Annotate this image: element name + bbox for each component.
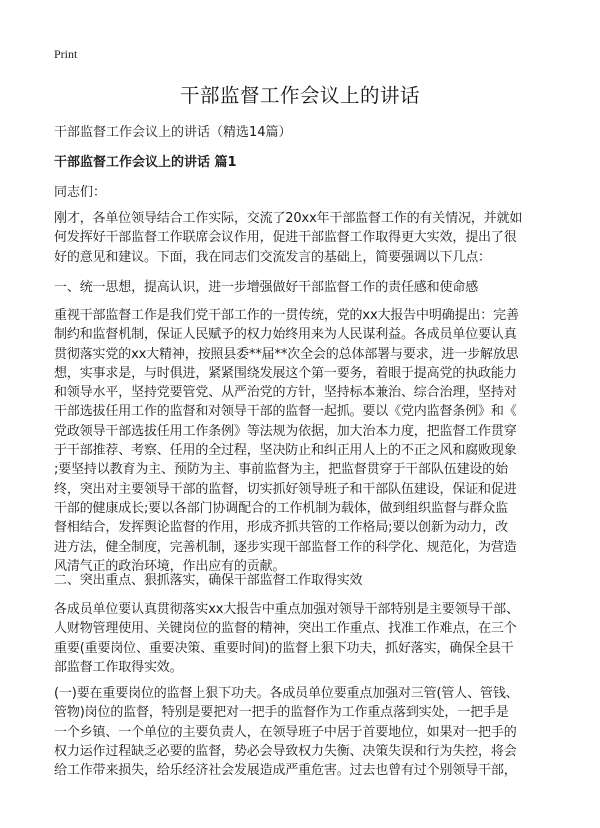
text-line: 各成员单位要认真贯彻落实xx大报告中重点加强对领导干部特别是主要领导干部、 bbox=[54, 602, 519, 617]
text-line: 刚才，各单位领导结合工作实际，交流了20xx年干部监督工作的有关情况，并就如 bbox=[54, 211, 523, 226]
text-line: 督相结合，发挥舆论监督的作用，形成齐抓共管的工作格局;要以创新为动力，改 bbox=[54, 520, 508, 536]
text-line: 贯彻落实党的xx大精神，按照县委**届**次全会的总体部署与要求，进一步解放思 bbox=[54, 346, 519, 362]
text-line: 于干部推荐、考察、任用的全过程，坚决防止和纠正用人上的不正之风和腐败现象 bbox=[54, 443, 517, 459]
print-label: Print bbox=[54, 47, 78, 61]
greeting: 同志们： bbox=[54, 185, 107, 200]
text-line: 好的意见和建议。下面，我在同志们交流发言的基础上，简要强调以下几点： bbox=[54, 249, 491, 265]
document-title: 干部监督工作会议上的讲话 bbox=[179, 84, 420, 107]
text-line: 一、统一思想，提高认识，进一步增强做好干部监督工作的责任感和使命感 bbox=[54, 280, 479, 295]
text-line: 给工作带来损失，给乐经济社会发展造成严重危害。过去也曾有过个别领导干部， bbox=[54, 763, 517, 779]
paragraph-section-two bbox=[54, 600, 574, 677]
text-line: 重视干部监督工作是我们党干部工作的一贯传统，党的xx大报告中明确提出：完善 bbox=[54, 308, 519, 323]
text-line: 管物)岗位的监督，特别是要把对一把手的监督作为工作重点落到实处，一把手是 bbox=[54, 705, 509, 721]
heading-section-two bbox=[54, 571, 574, 590]
text-line: 干部的健康成长;要以各部门协调配合的工作机制为载体，做到组织监督与群众监 bbox=[54, 500, 508, 516]
paragraph-subsection-one bbox=[54, 684, 574, 780]
text-line: 进方法，健全制度，完善机制，逐步实现干部监督工作的科学化、规范化，为营造 bbox=[54, 539, 517, 555]
document-subtitle: 干部监督工作会议上的讲话（精选14篇） bbox=[54, 125, 292, 140]
text-line: 重要(重要岗位、重要决策、重要时间)的监督上狠下功夫，抓好落实，确保全县干 bbox=[54, 640, 514, 656]
heading-section-one bbox=[54, 278, 574, 297]
text-line: 人财物管理使用、关键岗位的监督的精神，突出工作重点、找准工作难点，在三个 bbox=[54, 621, 517, 637]
text-line: 干部选拔任用工作的监督和对领导干部的监督一起抓。要以《党内监督条例》和《 bbox=[54, 404, 517, 420]
text-line: 风清气正的政治环境，作出应有的贡献。 bbox=[54, 558, 286, 574]
text-line: 二、突出重点、狠抓落实，确保干部监督工作取得实效 bbox=[54, 573, 363, 588]
text-line: 想，实事求是，与时俱进，紧紧围绕发展这个第一要务，着眼于提高党的执政能力 bbox=[54, 365, 517, 381]
text-line: 权力运作过程缺乏必要的监督，势必会导致权力失衡、决策失误和行为失控，将会 bbox=[54, 743, 517, 759]
text-line: 部监督工作取得实效。 bbox=[54, 659, 183, 675]
paragraph-intro bbox=[54, 209, 574, 267]
text-line: 一个乡镇、一个单位的主要负责人，在领导班子中居于首要地位，如果对一把手的 bbox=[54, 724, 517, 740]
section-heading: 干部监督工作会议上的讲话 篇1 bbox=[54, 155, 237, 170]
text-line: ;要坚持以教育为主、预防为主、事前监督为主，把监督贯穿于干部队伍建设的始 bbox=[54, 462, 508, 478]
text-line: 终，突出对主要领导干部的监督，切实抓好领导班子和干部队伍建设，保证和促进 bbox=[54, 481, 517, 497]
text-line: (一)要在重要岗位的监督上狠下功夫。各成员单位要重点加强对三管(管人、管钱、 bbox=[54, 686, 519, 701]
text-line: 党政领导干部选拔任用工作条例》等法规为依据，加大治本力度，把监督工作贯穿 bbox=[54, 423, 517, 439]
text-line: 制约和监督机制，保证人民赋予的权力始终用来为人民谋利益。各成员单位要认真 bbox=[54, 327, 517, 343]
text-line: 何发挥好干部监督工作联席会议作用，促进干部监督工作取得更大实效，提出了很 bbox=[54, 230, 517, 246]
text-line: 和领导水平，坚持党要管党、从严治党的方针，坚持标本兼治、综合治理，坚持对 bbox=[54, 385, 517, 401]
paragraph-section-one bbox=[54, 306, 574, 576]
